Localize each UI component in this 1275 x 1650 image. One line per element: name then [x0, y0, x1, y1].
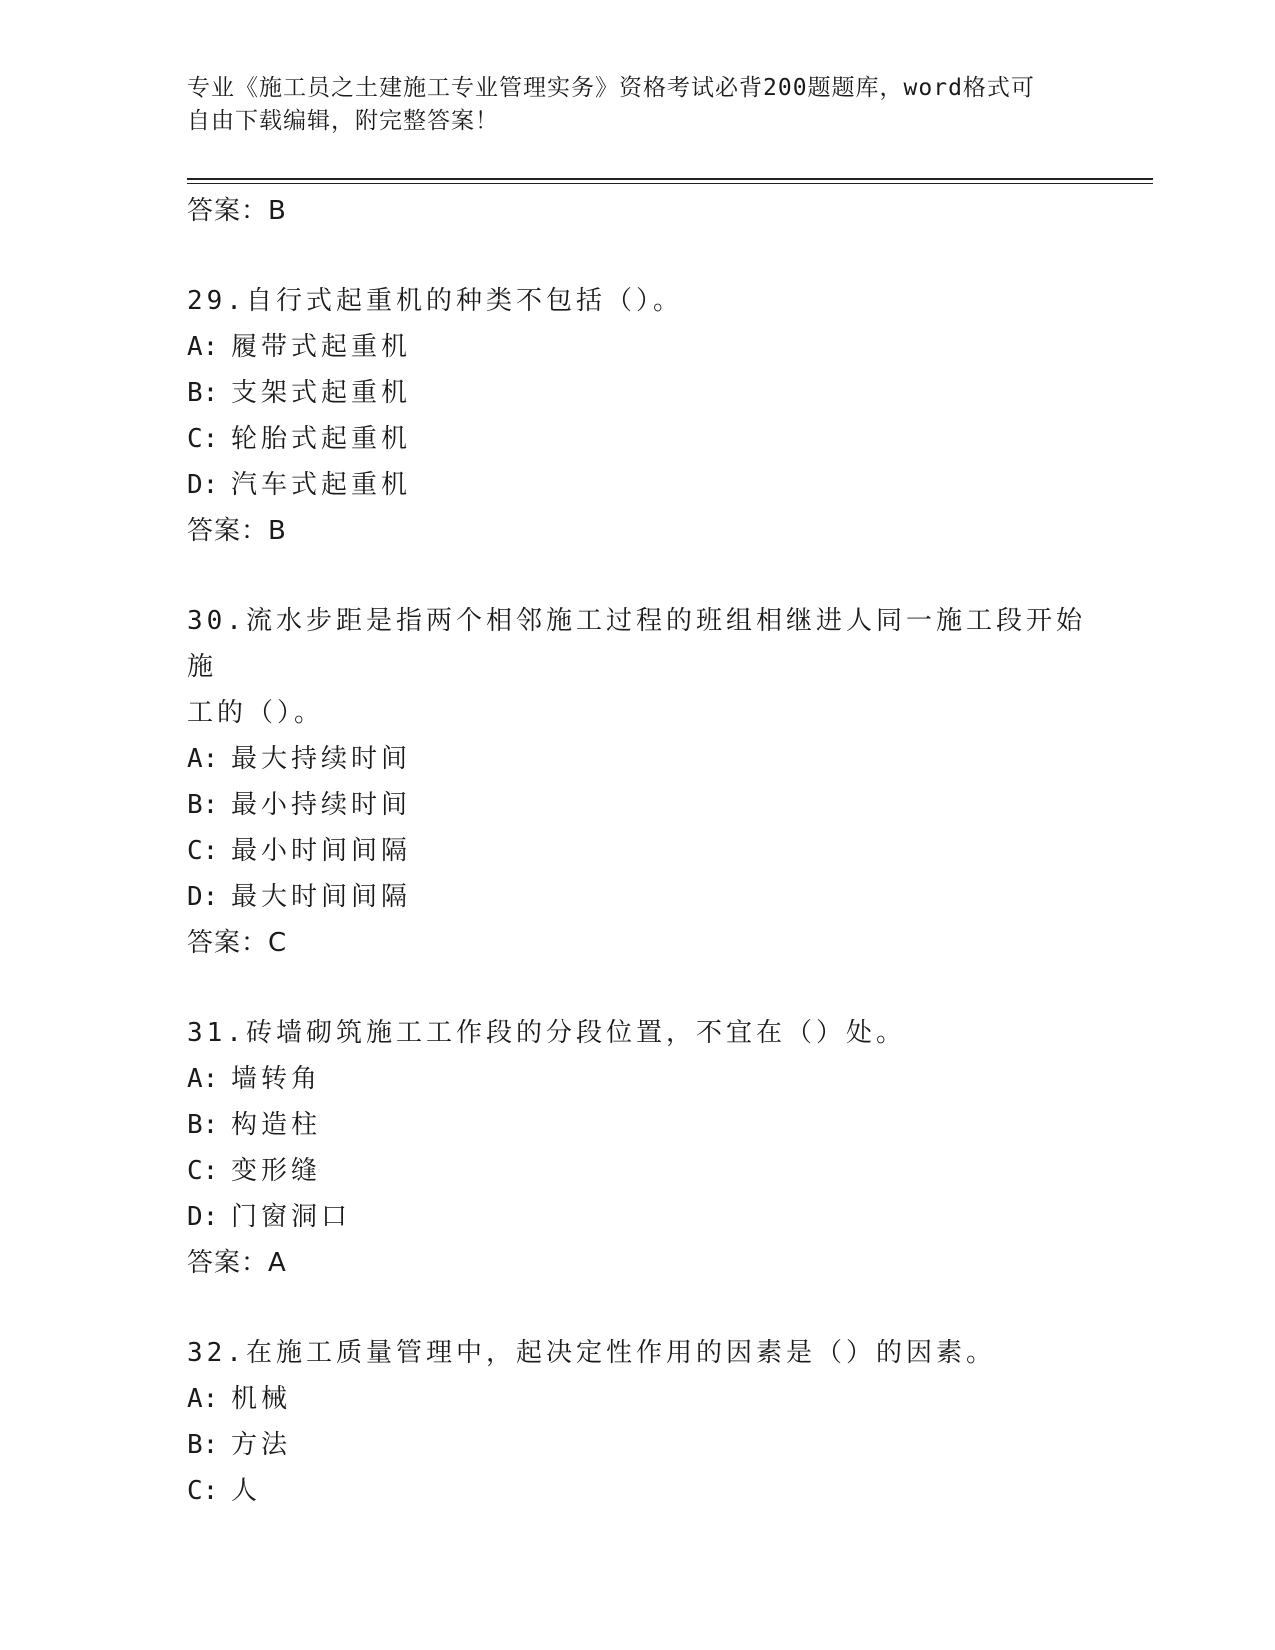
option-text: 变形缝	[231, 1156, 322, 1186]
option-text: 履带式起重机	[231, 332, 412, 362]
question-text: 30.流水步距是指两个相邻施工过程的班组相继进人同一施工段开始施	[187, 606, 1086, 682]
option-letter: A:	[187, 1064, 219, 1094]
document-header	[187, 72, 1067, 138]
question-text: 31.砖墙砌筑施工工作段的分段位置，不宜在（）处。	[187, 1018, 906, 1048]
question-text: 29.自行式起重机的种类不包括（）。	[187, 286, 683, 316]
answer-line: 答案：B	[187, 516, 287, 546]
option-letter: D:	[187, 470, 219, 500]
option-c	[187, 1148, 1087, 1194]
answer-line: 答案：C	[187, 928, 288, 958]
header-divider-thick	[187, 178, 1153, 180]
answer-line: 答案：A	[187, 1248, 287, 1278]
option-text: 轮胎式起重机	[231, 424, 412, 454]
option-text: 墙转角	[231, 1064, 322, 1094]
option-letter: A:	[187, 332, 219, 362]
option-text: 最小持续时间	[231, 790, 412, 820]
option-text: 汽车式起重机	[231, 470, 412, 500]
option-letter: D:	[187, 1202, 219, 1232]
option-b	[187, 782, 1087, 828]
option-a	[187, 736, 1087, 782]
option-letter: C:	[187, 424, 219, 454]
option-b	[187, 1102, 1087, 1148]
header-line-2: 自由下载编辑，附完整答案！	[187, 108, 499, 134]
option-text: 机械	[231, 1384, 292, 1414]
option-b	[187, 1422, 1087, 1468]
option-letter: B:	[187, 790, 219, 820]
option-a	[187, 324, 1087, 370]
answer-line: 答案：B	[187, 196, 287, 226]
option-letter: B:	[187, 1110, 219, 1140]
option-text: 人	[231, 1476, 262, 1506]
question-text-continued: 工的（）。	[187, 698, 325, 728]
option-letter: C:	[187, 836, 219, 866]
option-c	[187, 828, 1087, 874]
option-c	[187, 1468, 1087, 1514]
option-text: 支架式起重机	[231, 378, 412, 408]
option-d	[187, 462, 1087, 508]
question-32	[187, 1330, 1087, 1514]
option-letter: C:	[187, 1156, 219, 1186]
option-d	[187, 874, 1087, 920]
option-text: 最小时间间隔	[231, 836, 412, 866]
question-text: 32.在施工质量管理中，起决定性作用的因素是（）的因素。	[187, 1338, 996, 1368]
question-31	[187, 1010, 1087, 1286]
option-b	[187, 370, 1087, 416]
option-letter: B:	[187, 1430, 219, 1460]
option-a	[187, 1056, 1087, 1102]
header-divider-thin	[187, 183, 1153, 184]
header-line-1: 专业《施工员之土建施工专业管理实务》资格考试必背200题题库，word格式可	[187, 75, 1035, 101]
question-30	[187, 598, 1087, 966]
option-c	[187, 416, 1087, 462]
question-29	[187, 278, 1087, 554]
option-letter: A:	[187, 1384, 219, 1414]
option-a	[187, 1376, 1087, 1422]
option-letter: C:	[187, 1476, 219, 1506]
option-text: 构造柱	[231, 1110, 322, 1140]
question-list	[187, 188, 1087, 1514]
option-letter: A:	[187, 744, 219, 774]
option-letter: B:	[187, 378, 219, 408]
option-d	[187, 1194, 1087, 1240]
option-text: 最大时间间隔	[231, 882, 412, 912]
option-letter: D:	[187, 882, 219, 912]
option-text: 方法	[231, 1430, 292, 1460]
option-text: 门窗洞口	[231, 1202, 352, 1232]
option-text: 最大持续时间	[231, 744, 412, 774]
